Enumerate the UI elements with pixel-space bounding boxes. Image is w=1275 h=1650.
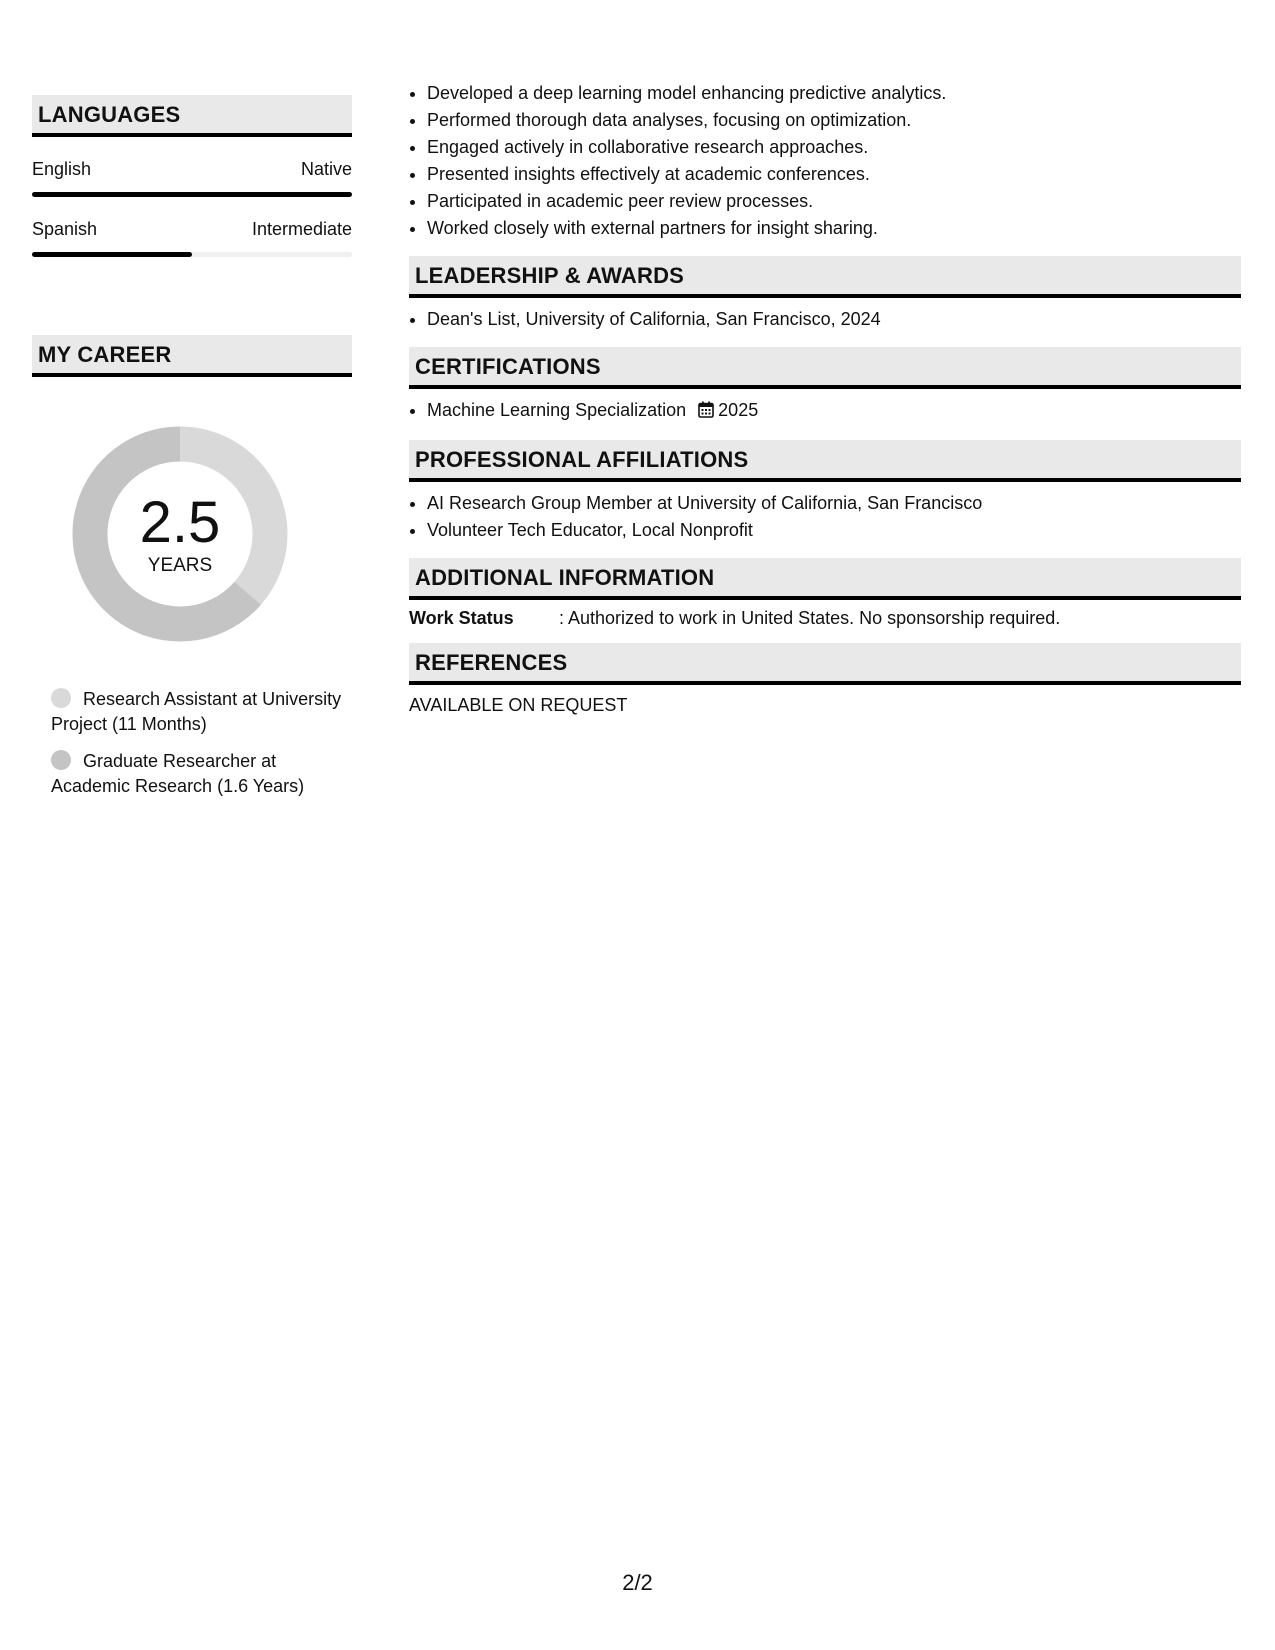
references-text: AVAILABLE ON REQUEST bbox=[409, 695, 628, 715]
career-section bbox=[32, 335, 352, 799]
career-donut-chart bbox=[65, 419, 295, 649]
leadership-section bbox=[409, 256, 1241, 333]
list-item: • AI Research Group Member at University of California, San Francisco bbox=[427, 490, 1241, 517]
certifications-heading: CERTIFICATIONS bbox=[409, 347, 1241, 389]
language-name: Spanish bbox=[32, 219, 98, 239]
language-level: Intermediate bbox=[251, 219, 352, 239]
affiliations-section bbox=[409, 440, 1241, 544]
calendar-icon bbox=[698, 399, 714, 426]
leadership-heading: LEADERSHIP & AWARDS bbox=[409, 256, 1241, 298]
list-item: • Dean's List, University of California, San Francisco, 2024 bbox=[427, 306, 1241, 333]
list-item: • Volunteer Tech Educator, Local Nonprofit bbox=[427, 517, 1241, 544]
certification-name: Machine Learning Specialization bbox=[427, 400, 687, 420]
legend-item bbox=[51, 749, 352, 799]
language-item-english bbox=[32, 159, 352, 197]
additional-info-section bbox=[409, 558, 1241, 629]
work-status-value: : Authorized to work in United States. No sponsorship required. bbox=[559, 608, 1061, 628]
list-item: • Worked closely with external partners for insight sharing. bbox=[427, 215, 1241, 242]
certifications-section bbox=[409, 347, 1241, 426]
proficiency-bar bbox=[32, 252, 352, 257]
work-status-row bbox=[409, 608, 1241, 629]
legend-label: Research Assistant at University Project (11 Months) bbox=[51, 689, 342, 734]
languages-section bbox=[32, 95, 352, 257]
career-legend bbox=[51, 687, 352, 799]
proficiency-fill bbox=[32, 252, 192, 257]
legend-dot bbox=[51, 750, 71, 770]
references-section bbox=[409, 643, 1241, 716]
experience-bullets bbox=[409, 80, 1241, 242]
career-heading: MY CAREER bbox=[32, 335, 352, 377]
legend-label: Graduate Researcher at Academic Research (1.6 Years) bbox=[51, 751, 305, 796]
page-number: 2/2 bbox=[622, 1570, 653, 1595]
list-item: • Participated in academic peer review processes. bbox=[427, 188, 1241, 215]
right-column bbox=[409, 80, 1241, 716]
donut-center bbox=[65, 490, 295, 577]
list-item: • Presented insights effectively at academic conferences. bbox=[427, 161, 1241, 188]
language-item-spanish bbox=[32, 219, 352, 257]
list-item bbox=[427, 397, 1241, 426]
list-item: • Engaged actively in collaborative research approaches. bbox=[427, 134, 1241, 161]
additional-info-heading: ADDITIONAL INFORMATION bbox=[409, 558, 1241, 600]
certification-year: 2025 bbox=[718, 400, 759, 420]
legend-item bbox=[51, 687, 352, 737]
left-column bbox=[32, 95, 352, 799]
career-total-value: 2.5 bbox=[139, 490, 221, 555]
career-total-unit: YEARS bbox=[147, 555, 213, 576]
work-status-label: Work Status bbox=[409, 608, 514, 628]
affiliations-heading: PROFESSIONAL AFFILIATIONS bbox=[409, 440, 1241, 482]
list-item: • Developed a deep learning model enhancing predictive analytics. bbox=[427, 80, 1241, 107]
languages-heading: LANGUAGES bbox=[32, 95, 352, 137]
references-heading: REFERENCES bbox=[409, 643, 1241, 685]
list-item: • Performed thorough data analyses, focusing on optimization. bbox=[427, 107, 1241, 134]
legend-dot bbox=[51, 688, 71, 708]
proficiency-fill bbox=[32, 192, 352, 197]
language-name: English bbox=[32, 159, 92, 179]
language-level: Native bbox=[300, 159, 352, 179]
proficiency-bar bbox=[32, 192, 352, 197]
